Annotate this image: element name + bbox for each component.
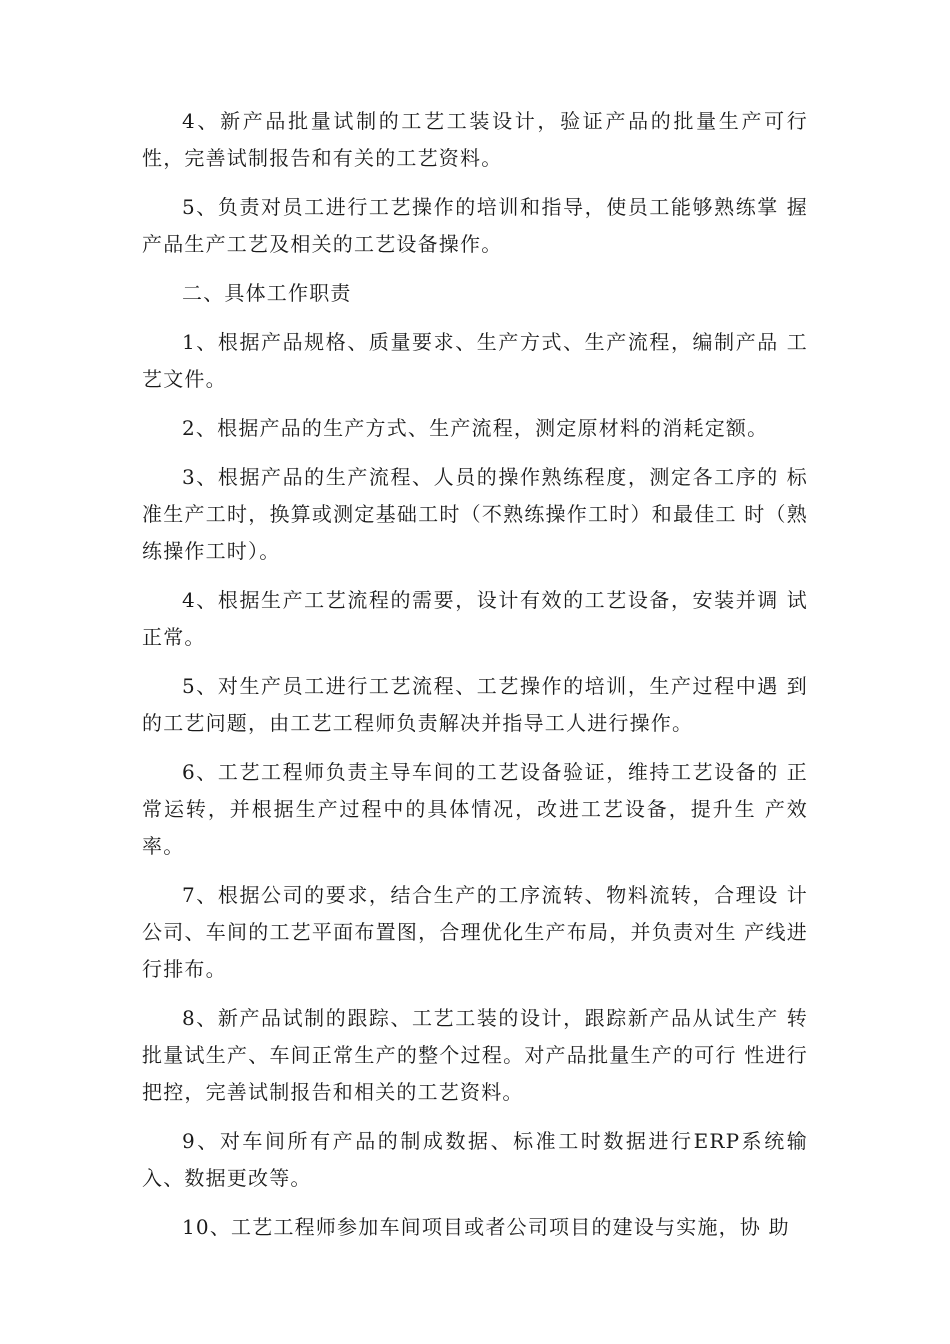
paragraph-duty-7: 7、根据公司的要求，结合生产的工序流转、物料流转，合理设 计公司、车间的工艺平面布置图，合理优化生产布局，并负责对生 产线进行排布。 — [142, 883, 808, 981]
document-body — [142, 103, 808, 1258]
paragraph-item-5-training: 5、负责对员工进行工艺操作的培训和指导，使员工能够熟练掌 握产品生产工艺及相关的工艺设备操作。 — [142, 195, 808, 256]
paragraph-duty-1: 1、根据产品规格、质量要求、生产方式、生产流程，编制产品 工艺文件。 — [142, 330, 808, 391]
paragraph-duty-5: 5、对生产员工进行工艺流程、工艺操作的培训，生产过程中遇 到的工艺问题，由工艺工程师负责解决并指导工人进行操作。 — [142, 674, 808, 735]
paragraph-duty-2: 2、根据产品的生产方式、生产流程，测定原材料的消耗定额。 — [182, 416, 769, 440]
paragraph-duty-8: 8、新产品试制的跟踪、工艺工装的设计，跟踪新产品从试生产 转批量试生产、车间正常生产的整个过程。对产品批量生产的可行 性进行把控，完善试制报告和相关的工艺资料。 — [142, 1006, 808, 1104]
paragraph-duty-10: 10、工艺工程师参加车间项目或者公司项目的建设与实施，协 助 — [182, 1215, 790, 1239]
paragraph-duty-9: 9、对车间所有产品的制成数据、标准工时数据进行ERP系统输入、数据更改等。 — [142, 1129, 808, 1190]
paragraph-duty-4: 4、根据生产工艺流程的需要，设计有效的工艺设备，安装并调 试正常。 — [142, 588, 808, 649]
paragraph-duty-3: 3、根据产品的生产流程、人员的操作熟练程度，测定各工序的 标准生产工时，换算或测定基础工时（不熟练操作工时）和最佳工 时（熟练操作工时）。 — [142, 465, 808, 563]
paragraph-duty-6: 6、工艺工程师负责主导车间的工艺设备验证，维持工艺设备的 正常运转，并根据生产过程中的具体情况，改进工艺设备，提升生 产效率。 — [142, 760, 808, 858]
section-heading: 二、具体工作职责 — [182, 281, 352, 305]
paragraph-item-4-pilot-production: 4、新产品批量试制的工艺工装设计，验证产品的批量生产可行性，完善试制报告和有关的工艺资料。 — [142, 109, 808, 170]
